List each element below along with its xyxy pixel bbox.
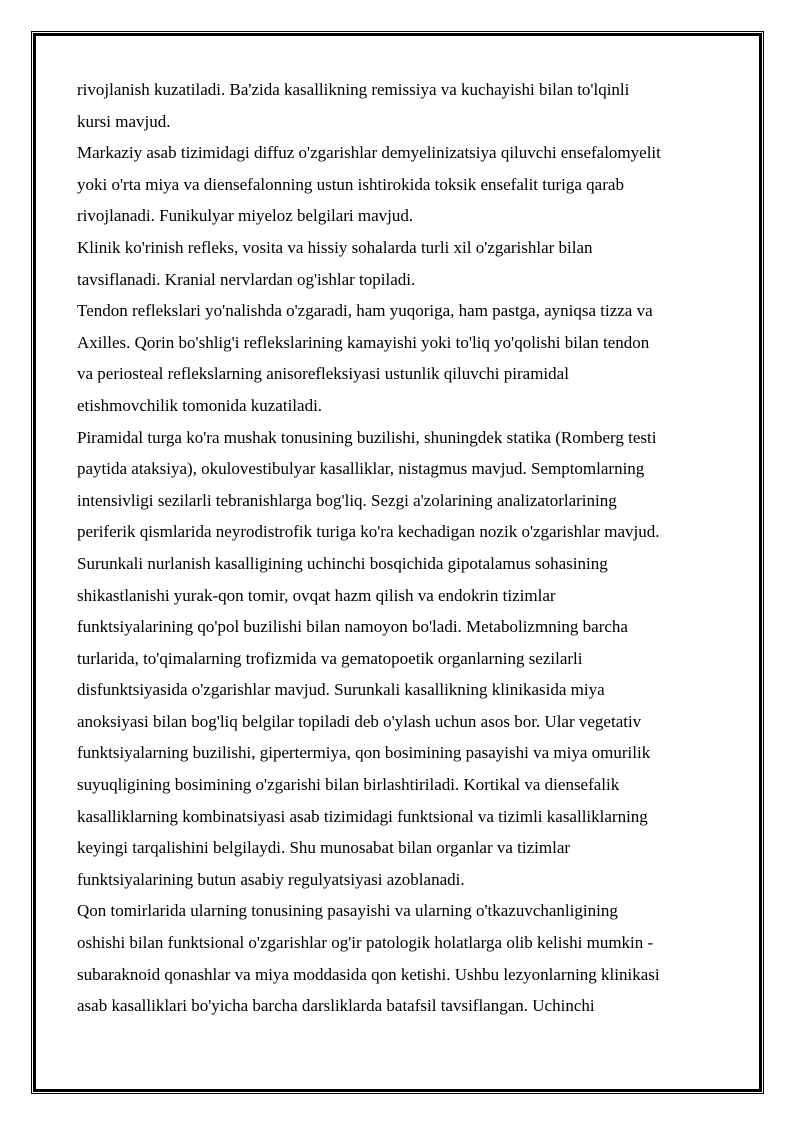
text-line: periferik qismlarida neyrodistrofik turiga ko'ra kechadigan nozik o'zgarishlar mavjud. [77,522,660,542]
text-line: subaraknoid qonashlar va miya moddasida qon ketishi. Ushbu lezyonlarning klinikasi [77,964,660,984]
text-line: kursi mavjud. [77,111,171,131]
text-line: anoksiyasi bilan bog'liq belgilar topiladi deb o'ylash uchun asos bor. Ular vegetativ [77,711,642,731]
text-line: kasalliklarning kombinatsiyasi asab tizimidagi funktsional va tizimli kasalliklarning [77,806,648,826]
text-line: etishmovchilik tomonida kuzatiladi. [77,395,323,415]
document-body [77,74,737,1022]
text-line: funktsiyalarning buzilishi, gipertermiya, qon bosimining pasayishi va miya omurilik [77,743,651,763]
text-line: Klinik ko'rinish refleks, vosita va hissiy sohalarda turli xil o'zgarishlar bilan [77,237,593,257]
text-line: rivojlanadi. Funikulyar miyeloz belgilari mavjud. [77,206,414,226]
text-line: funktsiyalarining qo'pol buzilishi bilan namoyon bo'ladi. Metabolizmning barcha [77,617,628,637]
text-line: Tendon reflekslari yo'nalishda o'zgaradi, ham yuqoriga, ham pastga, ayniqsa tizza va [77,301,653,321]
text-line: Surunkali nurlanish kasalligining uchinchi bosqichida gipotalamus sohasining [77,553,608,573]
text-line: intensivligi sezilarli tebranishlarga bog'liq. Sezgi a'zolarining analizatorlarining [77,490,617,510]
text-line: oshishi bilan funktsional o'zgarishlar og'ir patologik holatlarga olib kelishi mumkin - [77,933,654,953]
text-line: disfunktsiyasida o'zgarishlar mavjud. Surunkali kasallikning klinikasida miya [77,680,605,700]
text-line: asab kasalliklari bo'yicha barcha darsliklarda batafsil tavsiflangan. Uchinchi [77,996,595,1016]
text-line: suyuqligining bosimining o'zgarishi bilan birlashtiriladi. Kortikal va diensefalik [77,775,620,795]
text-line: shikastlanishi yurak-qon tomir, ovqat hazm qilish va endokrin tizimlar [77,585,556,605]
text-line: Axilles. Qorin bo'shlig'i reflekslarining kamayishi yoki to'liq yo'qolishi bilan tendon [77,332,650,352]
text-line: Qon tomirlarida ularning tonusining pasayishi va ularning o'tkazuvchanligining [77,901,618,921]
text-line: funktsiyalarining butun asabiy regulyatsiyasi azoblanadi. [77,869,465,889]
text-line: yoki o'rta miya va diensefalonning ustun ishtirokida toksik ensefalit turiga qarab [77,174,624,194]
text-line: turlarida, to'qimalarning trofizmida va gematopoetik organlarning sezilarli [77,648,583,668]
text-line: Markaziy asab tizimidagi diffuz o'zgarishlar demyelinizatsiya qiluvchi ensefalomyelit [77,143,661,163]
text-line: va periosteal reflekslarning anisorefleksiyasi ustunlik qiluvchi piramidal [77,364,569,384]
text-line: Piramidal turga ko'ra mushak tonusining buzilishi, shuningdek statika (Romberg testi [77,427,657,447]
text-line: keyingi tarqalishini belgilaydi. Shu munosabat bilan organlar va tizimlar [77,838,571,858]
text-line: paytida ataksiya), okulovestibulyar kasalliklar, nistagmus mavjud. Semptomlarning [77,459,645,479]
text-line: tavsiflanadi. Kranial nervlardan og'ishlar topiladi. [77,269,416,289]
text-line: rivojlanish kuzatiladi. Ba'zida kasallikning remissiya va kuchayishi bilan to'lqinli [77,80,630,99]
